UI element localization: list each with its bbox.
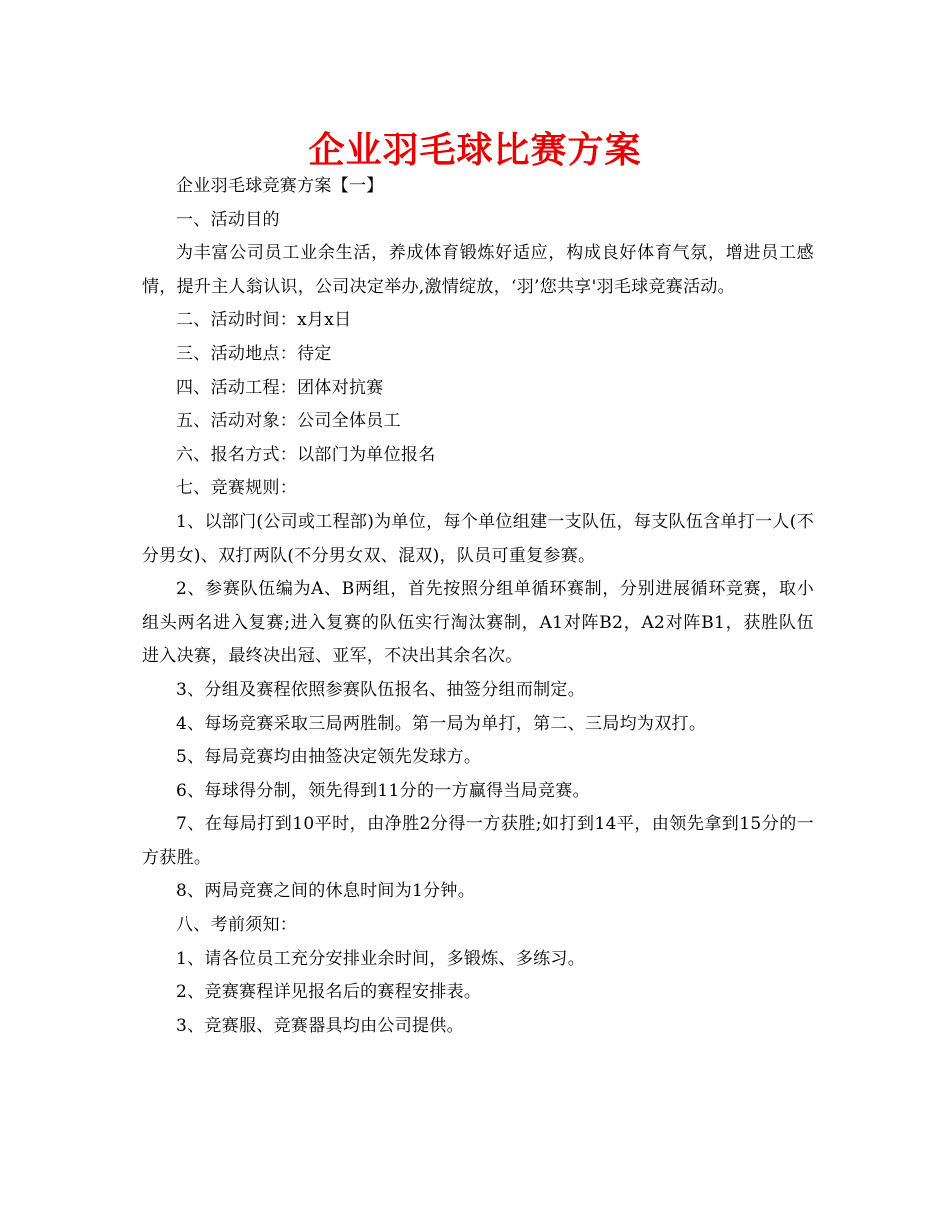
note-item-2: 2、竞赛赛程详见报名后的赛程安排表。 <box>176 982 482 1003</box>
rule-item-1: 1、以部门(公司或工程部)为单位，每个单位组建一支队伍，每支队伍含单打一人(不分男女)、双打两队(不分男女双、混双)，队员可重复参赛。 <box>142 511 814 566</box>
rule-item-3: 3、分组及赛程依照参赛队伍报名、抽签分组而制定。 <box>176 679 586 700</box>
note-item-3: 3、竞赛服、竞赛器具均由公司提供。 <box>176 1015 464 1036</box>
rule-item-7: 7、在每局打到10平时，由净胜2分得一方获胜;如打到14平，由领先拿到15分的一方获胜。 <box>142 814 814 868</box>
item-activity-location: 三、活动地点：待定 <box>176 343 332 364</box>
item-registration-method: 六、报名方式：以部门为单位报名 <box>176 444 436 465</box>
note-item-1: 1、请各位员工充分安排业余时间，多锻炼、多练习。 <box>176 948 586 969</box>
heading-competition-rules: 七、竞赛规则： <box>176 478 298 499</box>
paragraph-subtitle: 企业羽毛球竞赛方案【一】 <box>176 176 384 196</box>
item-activity-time: 二、活动时间：x月x日 <box>176 310 352 331</box>
heading-activity-purpose: 一、活动目的 <box>176 209 280 230</box>
item-activity-participants: 五、活动对象：公司全体员工 <box>176 411 401 432</box>
heading-notes: 八、考前须知： <box>176 915 298 936</box>
rule-item-8: 8、两局竞赛之间的休息时间为1分钟。 <box>176 881 476 902</box>
document-title: 企业羽毛球比赛方案 <box>308 129 642 171</box>
paragraph-activity-purpose: 为丰富公司员工业余生活，养成体育锻炼好适应，构成良好体育气氛，增进员工感情，提升主人翁认识，公司决定举办,激情绽放，‘羽’您共享'羽毛球竞赛活动。 <box>142 243 814 297</box>
rule-item-4: 4、每场竞赛采取三局两胜制。第一局为单打，第二、三局均为双打。 <box>176 713 707 734</box>
item-activity-project: 四、活动工程：团体对抗赛 <box>176 377 384 398</box>
rule-item-2: 2、参赛队伍编为A、B两组，首先按照分组单循环赛制，分别进展循环竞赛，取小组头两名进入复赛;进入复赛的队伍实行淘汰赛制，A1对阵B2，A2对阵B1，获胜队伍进入决赛，最终决出冠、亚军，不决出其余名次。 <box>142 579 814 667</box>
document-body <box>142 170 814 1043</box>
rule-item-5: 5、每局竞赛均由抽签决定领先发球方。 <box>176 747 482 768</box>
rule-item-6: 6、每球得分制，领先得到11分的一方赢得当局竞赛。 <box>176 780 590 801</box>
